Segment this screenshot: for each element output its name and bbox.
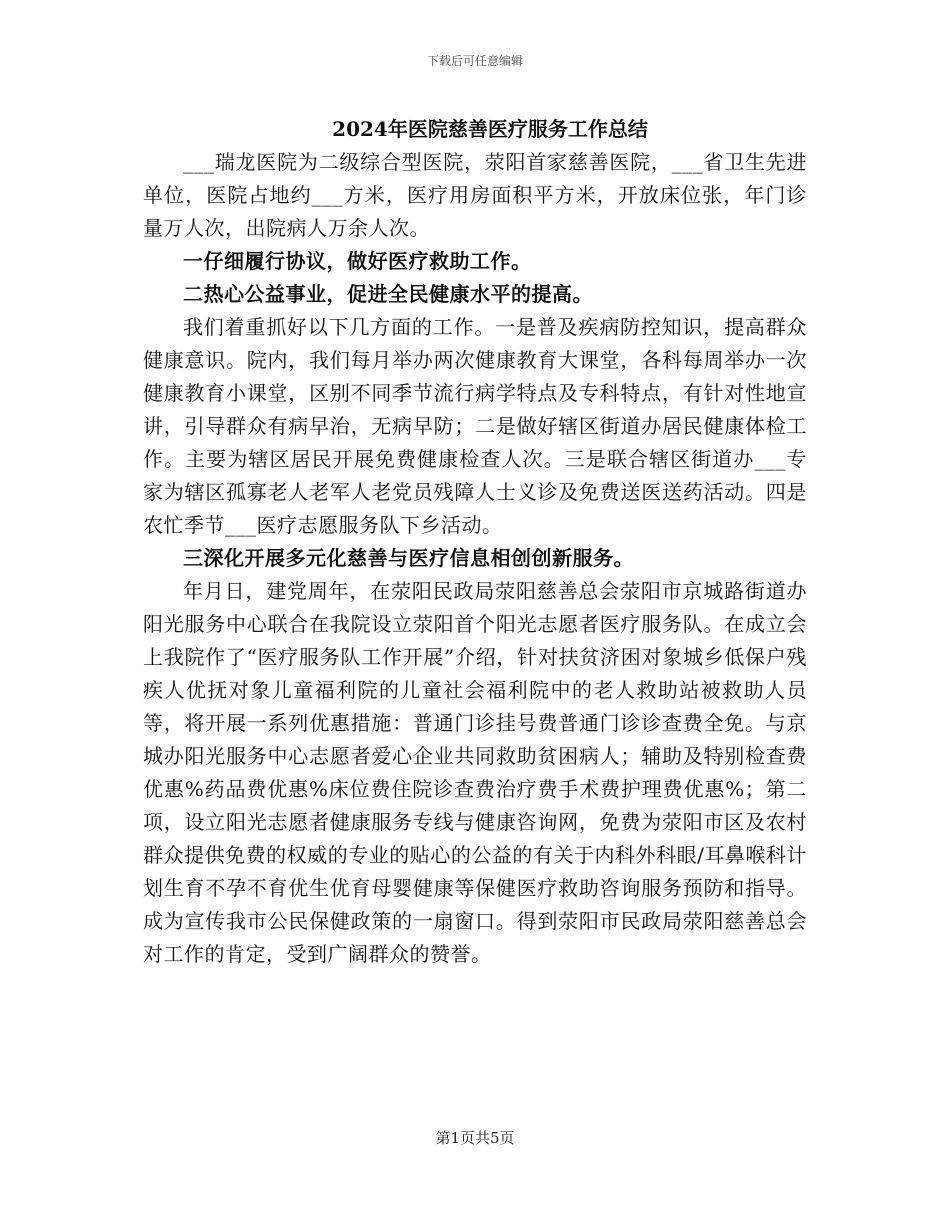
intro-paragraph: ___瑞龙医院为二级综合型医院，荥阳首家慈善医院，___省卫生先进单位，医院占地约___方米，医疗用房面积平方米，开放床位张，年门诊量万人次，出院病人万余人次。 xyxy=(143,150,807,240)
section-heading-1: 一仔细履行协议，做好医疗救助工作。 xyxy=(183,249,532,273)
document-title: 2024年医院慈善医疗服务工作总结 xyxy=(332,117,648,141)
section-heading-3: 三深化开展多元化慈善与医疗信息相创创新服务。 xyxy=(183,546,634,570)
section-3-paragraph: 年月日，建党周年，在荥阳民政局荥阳慈善总会荥阳市京城路街道办阳光服务中心联合在我院设立荥阳首个阳光志愿者医疗服务队。在成立会上我院作了“医疗服务队工作开展”介绍，针对扶贫济困对象城乡低保户残疾人优抚对象儿童福利院的儿童社会福利院中的老人救助站被救助人员等，将开展一系列优惠措施：普通门诊挂号费普通门诊诊查费全免。与京城办阳光服务中心志愿者爱心企业共同救助贫困病人；辅助及特别检查费优惠%药品费优惠%床位费住院诊查费治疗费手术费护理费优惠%；第二项，设立阳光志愿者健康服务专线与健康咨询网，免费为荥阳市区及农村群众提供免费的权威的专业的贴心的公益的有关于内科外科眼/耳鼻喉科计划生育不孕不育优生优育母婴健康等保健医疗救助咨询服务预防和指导。成为宣传我市公民保健政策的一扇窗口。得到荥阳市民政局荥阳慈善总会对工作的肯定，受到广阔群众的赞誉。 xyxy=(143,579,807,966)
section-heading-2: 二热心公益事业，促进全民健康水平的提高。 xyxy=(183,282,593,306)
document-body xyxy=(143,113,807,971)
page-header-note: 下载后可任意编辑 xyxy=(426,54,523,68)
page-number: 第1页共5页 xyxy=(435,1129,515,1147)
section-2-paragraph: 我们着重抓好以下几方面的工作。一是普及疾病防控知识，提高群众健康意识。院内，我们每月举办两次健康教育大课堂，各科每周举办一次健康教育小课堂，区别不同季节流行病学特点及专科特点，有针对性地宣讲，引导群众有病早治，无病早防；二是做好辖区街道办居民健康体检工作。主要为辖区居民开展免费健康检查人次。三是联合辖区街道办___专家为辖区孤寡老人老军人老党员残障人士义诊及免费送医送药活动。四是农忙季节___医疗志愿服务队下乡活动。 xyxy=(143,315,807,537)
